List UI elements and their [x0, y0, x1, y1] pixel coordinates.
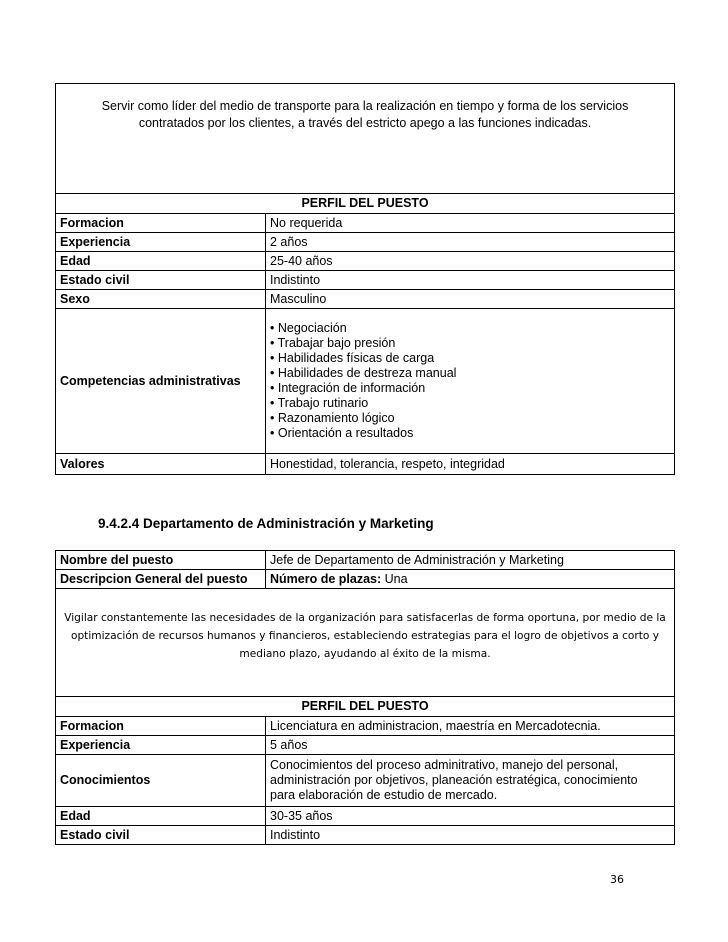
descripcion-label: Descripcion General del puesto	[56, 570, 266, 589]
list-item: • Trabajar bajo presión	[270, 336, 396, 350]
job-description: Servir como líder del medio de transporte para la realización en tiempo y forma de los servicios contratados por los clientes, a través del estricto apego a las funciones indicadas.	[56, 84, 675, 194]
nombre-label: Nombre del puesto	[56, 551, 266, 570]
competencias-list	[266, 309, 675, 454]
experiencia-value: 5 años	[266, 736, 675, 755]
profile-header: PERFIL DEL PUESTO	[56, 194, 675, 214]
list-item: • Razonamiento lógico	[270, 411, 395, 425]
row-value: No requerida	[266, 214, 675, 233]
list-item: • Integración de información	[270, 381, 426, 395]
job-profile-table-1	[55, 83, 675, 475]
plazas-label: Número de plazas:	[270, 571, 382, 586]
row-label: Edad	[56, 252, 266, 271]
conocimientos-label: Conocimientos	[56, 755, 266, 807]
section-heading: 9.4.2.4 Departamento de Administración y Marketing	[98, 516, 434, 531]
page-number: 36	[610, 873, 624, 886]
plazas-value: Una	[381, 571, 408, 586]
row-value: 2 años	[266, 233, 675, 252]
row-label: Sexo	[56, 290, 266, 309]
row-value: 25-40 años	[266, 252, 675, 271]
row-label: Estado civil	[56, 271, 266, 290]
competencias-label: Competencias administrativas	[56, 309, 266, 454]
valores-value: Honestidad, tolerancia, respeto, integridad	[266, 454, 675, 475]
row-value: Indistinto	[266, 271, 675, 290]
row-label: Experiencia	[56, 233, 266, 252]
nombre-value: Jefe de Departamento de Administración y Marketing	[266, 551, 675, 570]
plazas-cell	[266, 570, 675, 589]
estado-civil-label: Estado civil	[56, 826, 266, 845]
job-profile-table-2	[55, 550, 675, 845]
experiencia-label: Experiencia	[56, 736, 266, 755]
job-description: Vigilar constantemente las necesidades de la organización para satisfacerlas de forma oportuna, por medio de la optimización de recursos humanos y financieros, estableciendo estrategias para el logro de objetivos a corto y mediano plazo, ayudando al éxito de la misma.	[56, 589, 675, 697]
formacion-value: Licenciatura en administracion, maestría en Mercadotecnia.	[266, 717, 675, 736]
edad-label: Edad	[56, 807, 266, 826]
formacion-label: Formacion	[56, 717, 266, 736]
edad-value: 30-35 años	[266, 807, 675, 826]
profile-header: PERFIL DEL PUESTO	[56, 697, 675, 717]
list-item: • Trabajo rutinario	[270, 396, 369, 410]
list-item: • Negociación	[270, 321, 347, 335]
conocimientos-value: Conocimientos del proceso adminitrativo, manejo del personal, administración por objetivos, planeación estratégica, conocimiento para elaboración de estudio de mercado.	[266, 755, 675, 807]
list-item: • Habilidades físicas de carga	[270, 351, 435, 365]
list-item: • Orientación a resultados	[270, 426, 414, 440]
list-item: • Habilidades de destreza manual	[270, 366, 457, 380]
estado-civil-value: Indistinto	[266, 826, 675, 845]
valores-label: Valores	[56, 454, 266, 475]
row-label: Formacion	[56, 214, 266, 233]
row-value: Masculino	[266, 290, 675, 309]
